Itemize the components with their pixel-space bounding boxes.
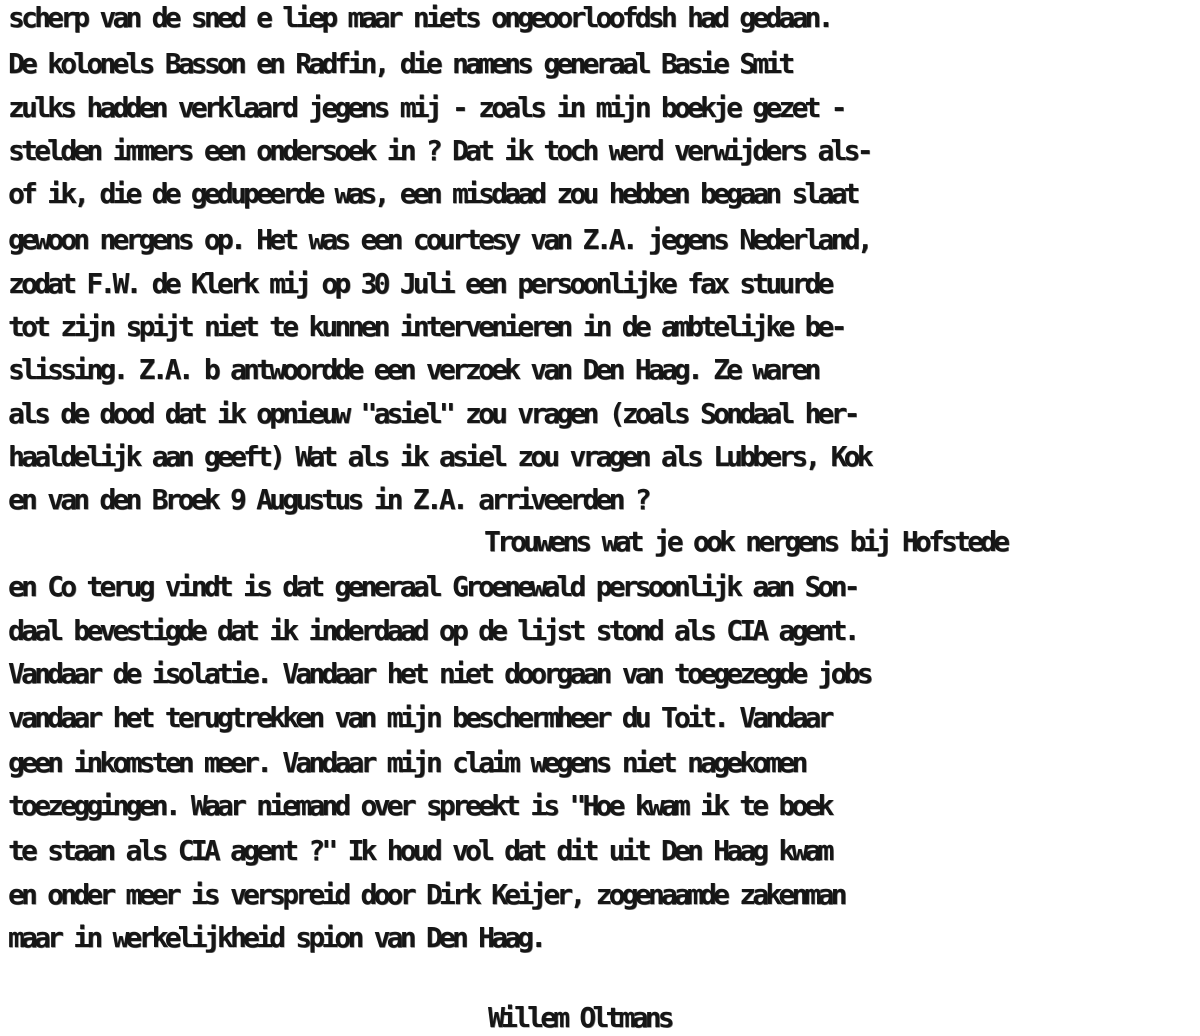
text-line: stelden immers een ondersoek in ? Dat ik toch werd verwijders als- [8,134,870,167]
paragraph-start-line: Trouwens wat je ook nergens bij Hofstede [484,525,1007,558]
text-line: of ik, die de gedupeerde was, een misdaad zou hebben begaan slaat [8,177,857,210]
text-line: vandaar het terugtrekken van mijn beschermheer du Toit. Vandaar [8,701,831,734]
text-line: geen inkomsten meer. Vandaar mijn claim wegens niet nagekomen [8,746,805,779]
text-line: te staan als CIA agent ?" Ik houd vol dat dit uit Den Haag kwam [8,834,831,867]
text-line: maar in werkelijkheid spion van Den Haag. [8,921,544,954]
text-line: zulks hadden verklaard jegens mij - zoals in mijn boekje gezet - [8,91,844,124]
text-line: gewoon nergens op. Het was een courtesy van Z.A. jegens Nederland, [8,223,870,256]
text-line: als de dood dat ik opnieuw "asiel" zou vragen (zoals Sondaal her- [8,397,857,430]
text-line: haaldelijk aan geeft) Wat als ik asiel zou vragen als Lubbers, Kok [8,440,870,473]
text-line: tot zijn spijt niet te kunnen intervenieren in de ambtelijke be- [8,310,844,343]
text-line: en Co terug vindt is dat generaal Groenewald persoonlijk aan Son- [8,570,857,603]
text-line: en van den Broek 9 Augustus in Z.A. arriveerden ? [8,483,648,516]
text-line: slissing. Z.A. b antwoordde een verzoek van Den Haag. Ze waren [8,353,818,386]
text-line: scherp van de sned e liep maar niets ongeoorloofdsh had gedaan. [8,1,831,34]
signature: Willem Oltmans [488,1001,671,1034]
text-line: en onder meer is verspreid door Dirk Keijer, zogenaamde zakenman [8,878,844,911]
text-line: toezeggingen. Waar niemand over spreekt is "Hoe kwam ik te boek [8,789,831,822]
text-line: De kolonels Basson en Radfin, die namens generaal Basie Smit [8,47,792,80]
text-line: zodat F.W. de Klerk mij op 30 Juli een persoonlijke fax stuurde [8,267,831,300]
text-line: daal bevestigde dat ik inderdaad op de lijst stond als CIA agent. [8,614,857,647]
text-line: Vandaar de isolatie. Vandaar het niet doorgaan van toegezegde jobs [8,657,870,690]
